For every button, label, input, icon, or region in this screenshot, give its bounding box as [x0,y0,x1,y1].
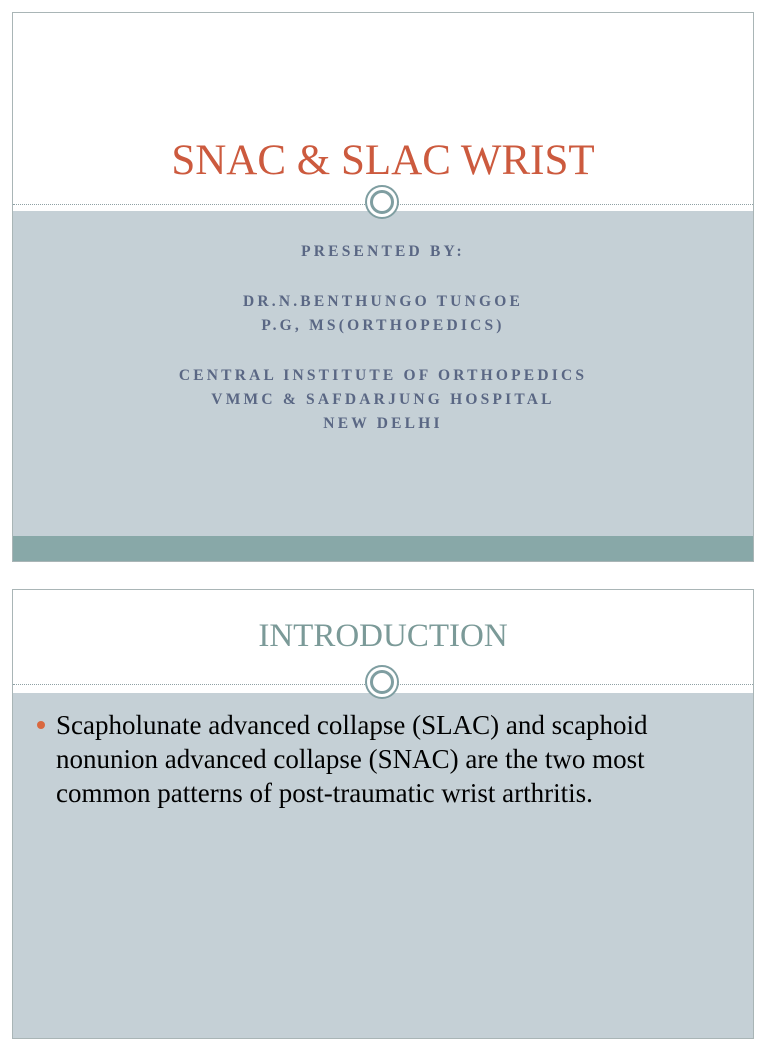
institution-line-2: VMMC & SAFDARJUNG HOSPITAL [211,391,555,408]
institution-line-1: CENTRAL INSTITUTE OF ORTHOPEDICS [178,367,588,384]
divider-circle-icon [365,185,399,219]
slide-1-title: SNAC & SLAC WRIST [171,137,595,184]
footer-band [13,536,753,562]
presenter-qualification: P.G, MS(ORTHOPEDICS) [261,317,505,334]
slide-2 [12,589,754,1039]
slide-2-title: INTRODUCTION [258,618,508,654]
slide-1 [12,12,754,562]
bullet-icon [37,721,45,729]
bullet-text: Scapholunate advanced collapse (SLAC) and scaphoid nonunion advanced collapse (SNAC) are the two most common patterns of post-traumatic wrist arthritis. [56,710,648,808]
institution-line-3: NEW DELHI [323,415,443,432]
divider-circle-icon [365,665,399,699]
presented-by-label: PRESENTED BY: [301,243,465,260]
presenter-name: DR.N.BENTHUNGO TUNGOE [242,293,524,310]
